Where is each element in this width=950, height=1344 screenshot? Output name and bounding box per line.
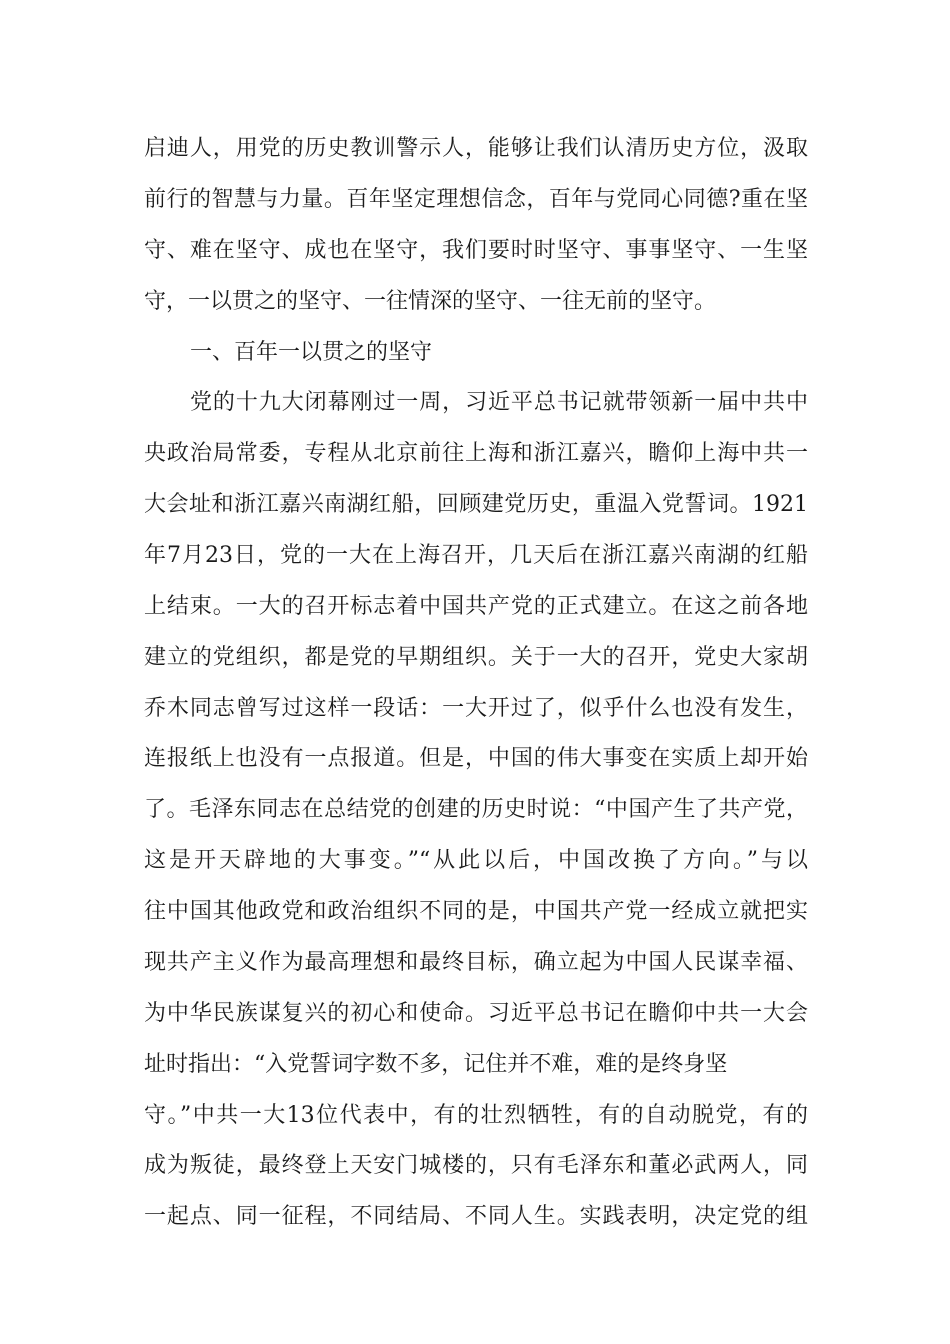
paragraph-line: 守，一以贯之的坚守、一往情深的坚守、一往无前的坚守。 (144, 289, 717, 314)
paragraph-line: 连报纸上也没有一点报道。但是，中国的伟大事变在实质上却开始 (144, 746, 808, 771)
paragraph-line: 年7月23日，党的一大在上海召开，几天后在浙江嘉兴南湖的红船 (144, 543, 808, 568)
paragraph-line: 成为叛徒，最终登上天安门城楼的，只有毛泽东和董必武两人，同 (144, 1153, 808, 1178)
paragraph-line: 守、难在坚守、成也在坚守，我们要时时坚守、事事坚守、一生坚 (144, 238, 808, 263)
paragraph-line: 党的十九大闭幕刚过一周，习近平总书记就带领新一届中共中 (190, 390, 808, 415)
paragraph-line: 大会址和浙江嘉兴南湖红船，回顾建党历史，重温入党誓词。1921 (144, 492, 808, 517)
paragraph-line: 启迪人，用党的历史教训警示人，能够让我们认清历史方位，汲取 (144, 136, 808, 161)
paragraph-line: 现共产主义作为最高理想和最终目标，确立起为中国人民谋幸福、 (144, 950, 808, 975)
paragraph-line: 这是开天辟地的大事变。”“从此以后，中国改换了方向。”与以 (144, 848, 808, 873)
paragraph-line: 前行的智慧与力量。百年坚定理想信念，百年与党同心同德?重在坚 (144, 187, 808, 212)
paragraph-line: 上结束。一大的召开标志着中国共产党的正式建立。在这之前各地 (144, 594, 808, 619)
paragraph-line: 守。”中共一大13位代表中，有的壮烈牺牲，有的自动脱党，有的 (144, 1103, 808, 1128)
paragraph-line: 建立的党组织，都是党的早期组织。关于一大的召开，党史大家胡 (144, 645, 808, 670)
section-heading: 一、百年一以贯之的坚守 (190, 340, 433, 365)
paragraph-line: 一起点、同一征程，不同结局、不同人生。实践表明，决定党的组 (144, 1204, 808, 1229)
paragraph-line: 为中华民族谋复兴的初心和使命。习近平总书记在瞻仰中共一大会 (144, 1001, 808, 1026)
paragraph-line: 了。毛泽东同志在总结党的创建的历史时说：“中国产生了共产党， (144, 797, 808, 822)
paragraph-line: 址时指出：“入党誓词字数不多，记住并不难，难的是终身坚 (144, 1052, 728, 1077)
paragraph-line: 央政治局常委，专程从北京前往上海和浙江嘉兴，瞻仰上海中共一 (144, 441, 808, 466)
paragraph-line: 乔木同志曾写过这样一段话：一大开过了，似乎什么也没有发生， (144, 696, 808, 721)
paragraph-line: 往中国其他政党和政治组织不同的是，中国共产党一经成立就把实 (144, 899, 808, 924)
